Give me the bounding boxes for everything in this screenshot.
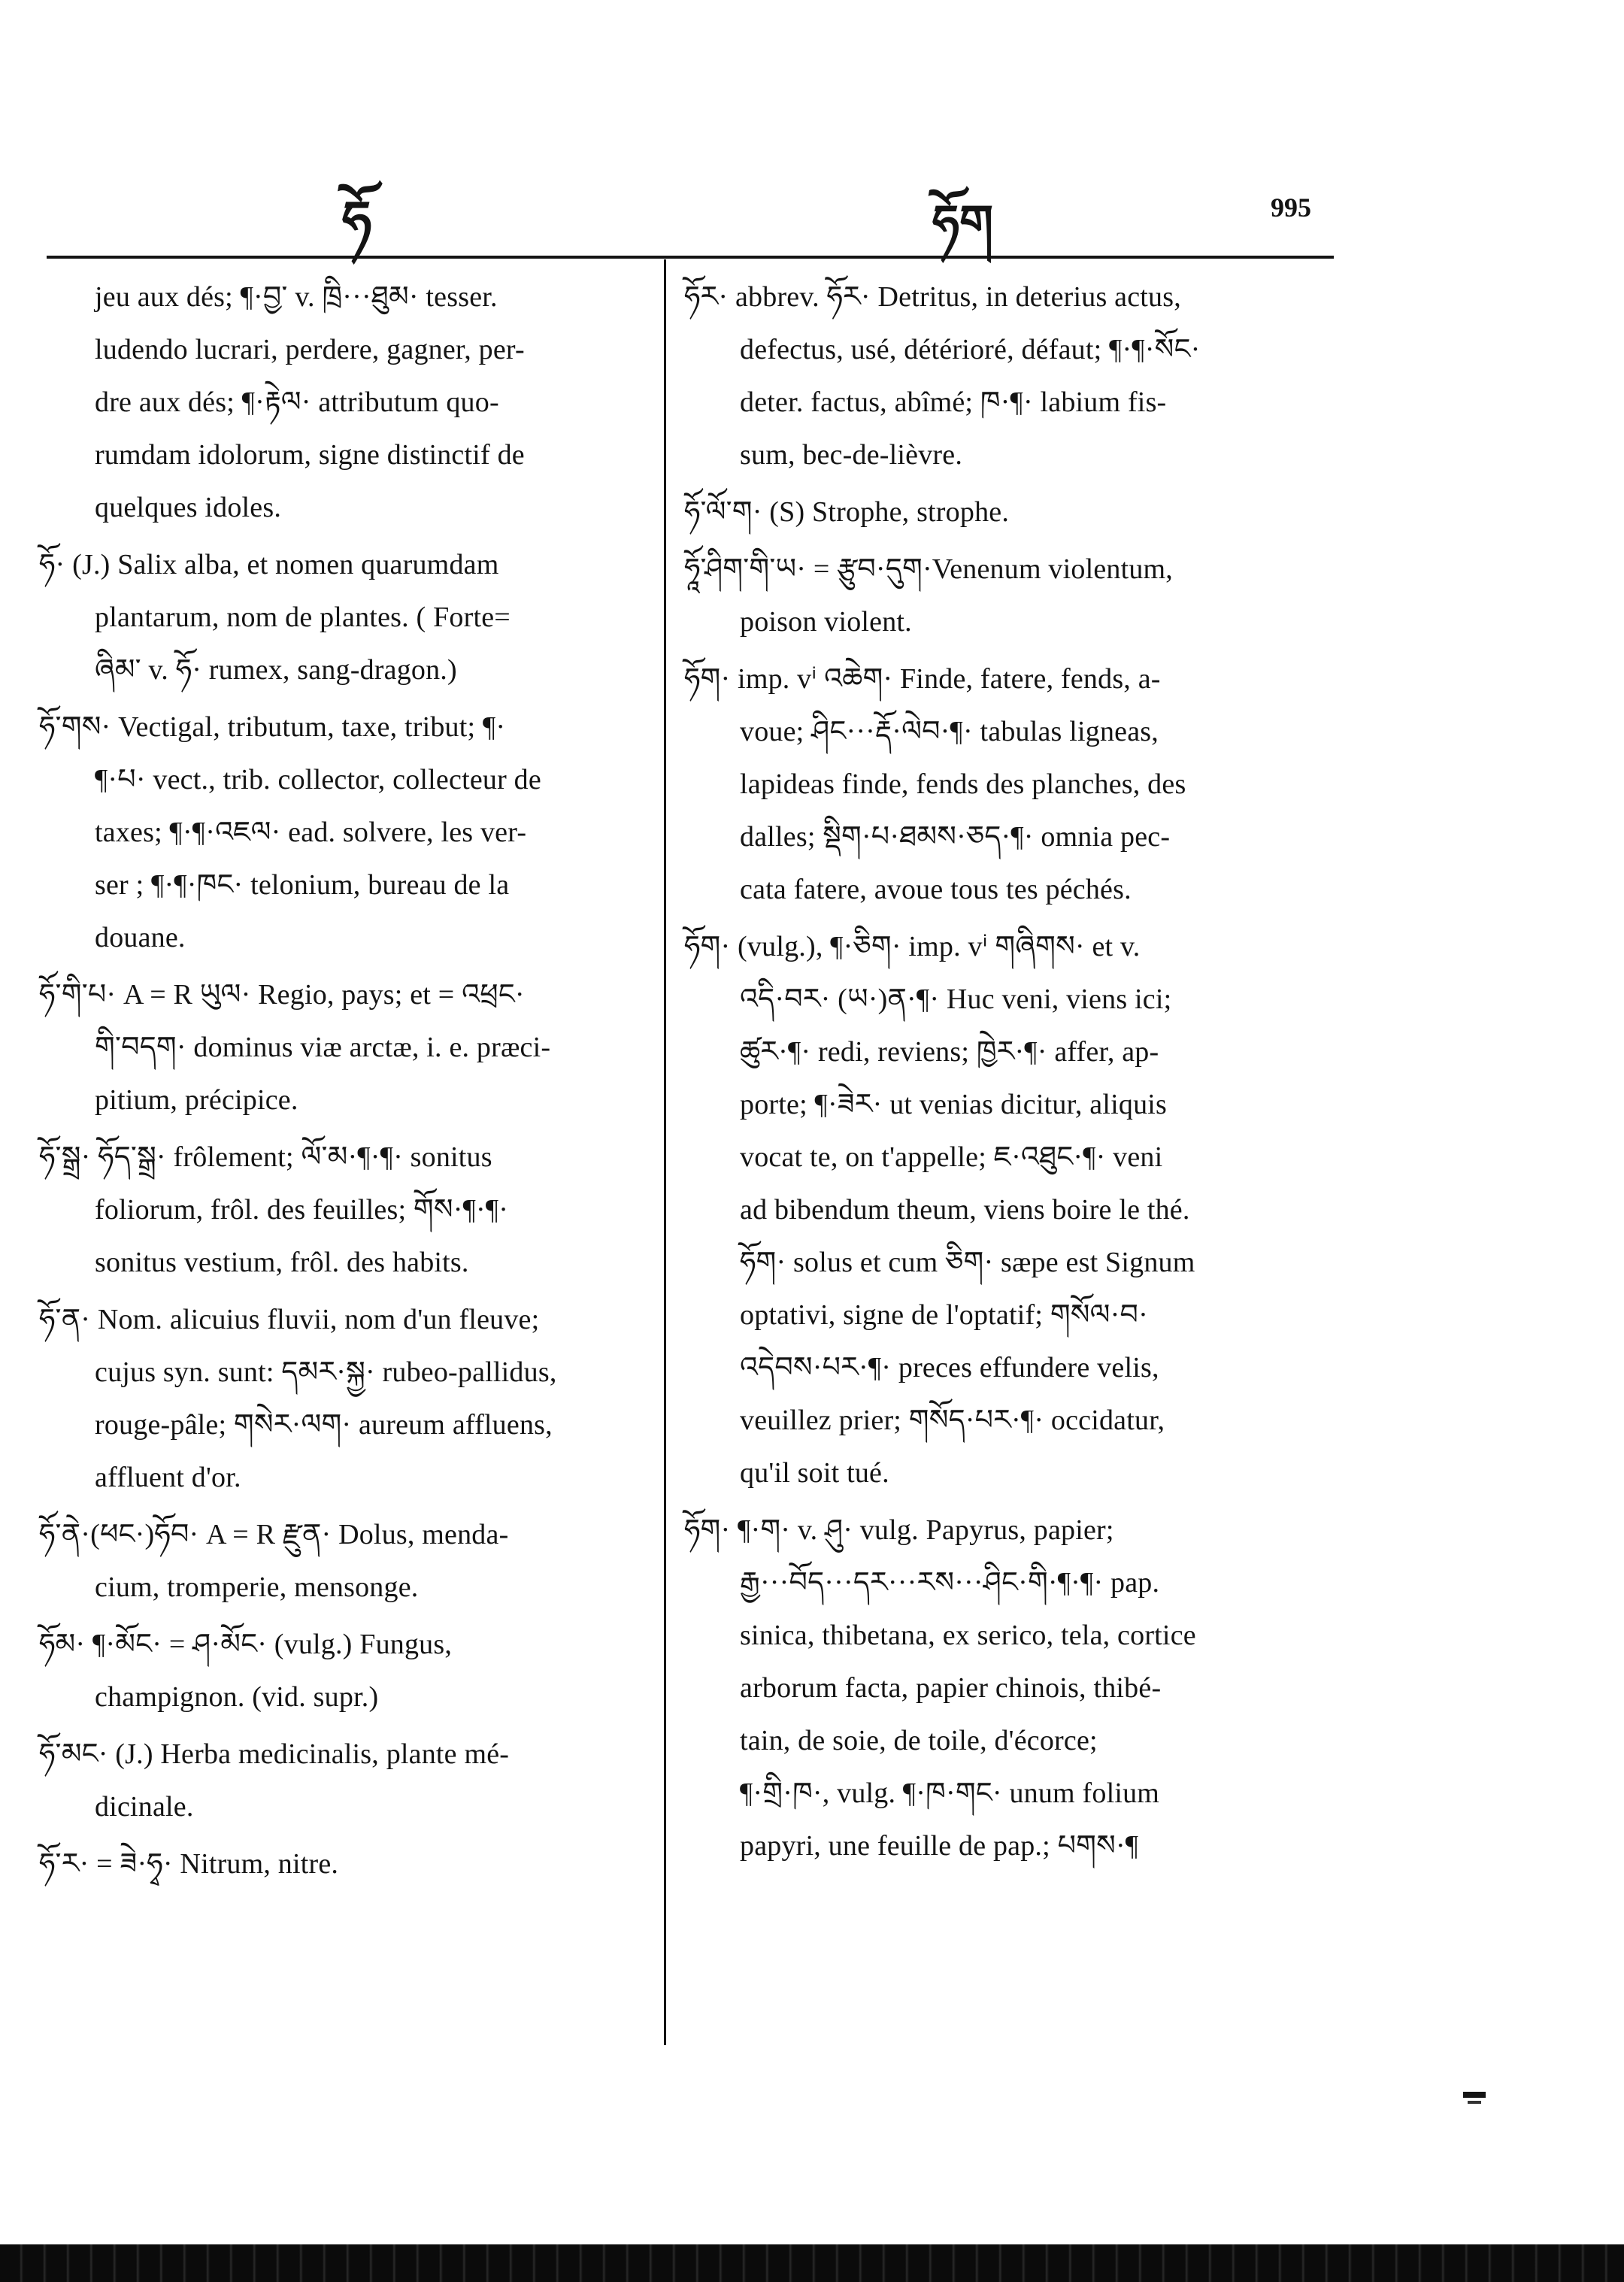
running-headword-right: ཧོག bbox=[932, 195, 994, 251]
page-number: 995 bbox=[1271, 192, 1311, 223]
entry-line: poison violent. bbox=[740, 606, 912, 638]
margin-mark-small bbox=[1468, 2101, 1481, 2104]
entry-line: ཧོ་ར· = ཟེ·ཧྭ· Nitrum, nitre. bbox=[39, 1848, 339, 1880]
dictionary-entry bbox=[39, 1293, 662, 1504]
entry-line: taxes; ¶·¶·འཇལ· ead. solvere, les ver- bbox=[95, 817, 527, 848]
running-headword-left: ཧོ bbox=[342, 189, 372, 251]
dictionary-entry bbox=[39, 701, 662, 964]
entry-line: veuillez prier; གསོད·པར·¶· occidatur, bbox=[740, 1405, 1165, 1436]
entry-line: quelques idoles. bbox=[95, 492, 282, 523]
entry-line: arborum facta, papier chinois, thibé- bbox=[740, 1672, 1162, 1704]
entry-line: འདི·བར· (ཡ·)ན·¶· Huc veni, viens ici; bbox=[740, 983, 1172, 1015]
entry-line: cium, tromperie, mensonge. bbox=[95, 1571, 419, 1603]
dictionary-entry bbox=[39, 1618, 662, 1723]
entry-line: ཧོ· (J.) Salix alba, et nomen quarumdam bbox=[39, 549, 499, 580]
entry-line: ཧོ་ན· Nom. alicuius fluvii, nom d'un fleuve; bbox=[39, 1304, 540, 1335]
entry-line: voue; ཤིང···རྡོ·ལེབ·¶· tabulas ligneas, bbox=[740, 716, 1159, 747]
entry-line: rouge-pâle; གསེར·ལག· aureum affluens, bbox=[95, 1409, 553, 1441]
entry-line: pitium, précipice. bbox=[95, 1084, 298, 1116]
entry-line: champignon. (vid. supr.) bbox=[95, 1681, 379, 1713]
dictionary-entry bbox=[684, 1504, 1322, 1872]
entry-line: ser ; ¶·¶·ཁང· telonium, bureau de la bbox=[95, 869, 510, 901]
entry-line: ad bibendum theum, viens boire le thé. bbox=[740, 1194, 1190, 1226]
entry-line: ཧོག· (vulg.), ¶·ཅིག· imp. vⁱ གཞིགས· et v. bbox=[684, 931, 1141, 962]
entry-line: cujus syn. sunt: དམར·སྐྱ· rubeo-pallidus, bbox=[95, 1356, 557, 1388]
dictionary-entry bbox=[39, 538, 662, 696]
entry-line: lapideas finde, fends des planches, des bbox=[740, 768, 1186, 800]
scan-edge-band bbox=[0, 2244, 1624, 2282]
entry-line: tain, de soie, de toile, d'écorce; bbox=[740, 1725, 1098, 1756]
entry-line: ཚུར·¶· redi, reviens; ཁྱེར·¶· affer, ap- bbox=[740, 1036, 1159, 1068]
entry-line: ཧོ་ནེ·(ཕང·)ཧོབ· A = R རྫུན· Dolus, menda- bbox=[39, 1519, 509, 1550]
dictionary-entry bbox=[684, 271, 1322, 481]
entry-line: rumdam idolorum, signe distinctif de bbox=[95, 439, 525, 471]
entry-line: qu'il soit tué. bbox=[740, 1457, 889, 1489]
entry-line: ludendo lucrari, perdere, gagner, per- bbox=[95, 334, 525, 365]
entry-line: ཧོར· abbrev. ཧོར· Detritus, in deterius actus, bbox=[684, 281, 1181, 313]
column-divider bbox=[664, 259, 666, 2045]
entry-line: sonitus vestium, frôl. des habits. bbox=[95, 1247, 469, 1278]
entry-line: douane. bbox=[95, 922, 186, 953]
dictionary-entry bbox=[39, 271, 662, 534]
entry-line: རྒྱ···བོད···དར···རས···ཤིང·གི·¶·¶· pap. bbox=[740, 1567, 1160, 1599]
dictionary-entry bbox=[684, 920, 1322, 1499]
dictionary-entry bbox=[684, 543, 1322, 648]
entry-line: ཧོ་སྒྲ· ཧོད་སྒྲ· frôlement; ལོ་མ·¶·¶· sonitus bbox=[39, 1141, 492, 1173]
dictionary-entry bbox=[684, 653, 1322, 916]
entry-line: papyri, une feuille de pap.; པགས·¶ bbox=[740, 1830, 1139, 1862]
dictionary-entry bbox=[39, 1728, 662, 1833]
entry-line: dre aux dés; ¶·རྟེལ· attributum quo- bbox=[95, 386, 499, 418]
entry-line: porte; ¶·ཟེར· ut venias dicitur, aliquis bbox=[740, 1089, 1168, 1120]
entry-line: dicinale. bbox=[95, 1791, 194, 1823]
entry-line: ¶·གྲི·ཁ·, vulg. ¶·ཁ·གང· unum folium bbox=[740, 1777, 1160, 1809]
entry-line: ཧོ་གས· Vectigal, tributum, taxe, tribut; ¶· bbox=[39, 711, 506, 743]
entry-line: གི་བདག· dominus viæ arctæ, i. e. præci- bbox=[95, 1032, 551, 1063]
entry-line: འདེབས·པར·¶· preces effundere velis, bbox=[740, 1352, 1159, 1383]
entry-line: ཧོ་མང· (J.) Herba medicinalis, plante mé- bbox=[39, 1738, 510, 1770]
dictionary-entry bbox=[39, 1131, 662, 1289]
left-column bbox=[39, 271, 662, 1895]
entry-line: dalles; སྡིག·པ·ཐམས·ཅད·¶· omnia pec- bbox=[740, 821, 1171, 853]
entry-line: ཧོ་གི་པ· A = R ཡུལ· Regio, pays; et = འཕྲང· bbox=[39, 979, 525, 1011]
entry-line: ཧོག· imp. vⁱ འཆེག· Finde, fatere, fends, a- bbox=[684, 663, 1161, 695]
entry-line: jeu aux dés; ¶·བྱ་ v. ཁྲི···ཐུམ· tesser. bbox=[95, 281, 498, 313]
entry-line: ཞིམ་ v. ཧོ· rumex, sang-dragon.) bbox=[95, 654, 457, 686]
entry-line: optativi, signe de l'optatif; གསོལ·བ· bbox=[740, 1299, 1148, 1331]
dictionary-entry bbox=[39, 968, 662, 1126]
entry-line: sinica, thibetana, ex serico, tela, cortice bbox=[740, 1620, 1196, 1651]
entry-line: defectus, usé, détérioré, défaut; ¶·¶·སོང· bbox=[740, 334, 1201, 365]
dictionary-entry bbox=[684, 486, 1322, 538]
dictionary-entry bbox=[39, 1838, 662, 1890]
entry-line: foliorum, frôl. des feuilles; གོས·¶·¶· bbox=[95, 1194, 509, 1226]
entry-line: vocat te, on t'appelle; ཇ·འཐུང·¶· veni bbox=[740, 1141, 1163, 1173]
dictionary-entry bbox=[39, 1508, 662, 1614]
entry-line: plantarum, nom de plantes. ( Forte= bbox=[95, 602, 511, 633]
entry-line: ཧཱོ་ཤིག་གི་ཡ· = རྩུབ·དུག·Venenum violentum, bbox=[684, 553, 1174, 585]
right-column bbox=[684, 271, 1322, 1877]
entry-line: ཧོག· solus et cum ཅིག· sæpe est Signum bbox=[740, 1247, 1195, 1278]
margin-mark bbox=[1463, 2092, 1486, 2098]
entry-line: ཧོ་ལོ་ག· (S) Strophe, strophe. bbox=[684, 496, 1010, 528]
entry-line: ¶·པ· vect., trib. collector, collecteur de bbox=[95, 764, 541, 796]
header-rule bbox=[47, 256, 1334, 259]
entry-line: ཧོག· ¶·ག· v. ཤུ· vulg. Papyrus, papier; bbox=[684, 1514, 1114, 1546]
entry-line: affluent d'or. bbox=[95, 1462, 241, 1493]
entry-line: deter. factus, abîmé; ཁ·¶· labium fis- bbox=[740, 386, 1167, 418]
entry-line: cata fatere, avoue tous tes péchés. bbox=[740, 874, 1132, 905]
entry-line: sum, bec-de-lièvre. bbox=[740, 439, 963, 471]
entry-line: ཧོམ· ¶·མོང· = ཤ·མོང· (vulg.) Fungus, bbox=[39, 1629, 453, 1660]
